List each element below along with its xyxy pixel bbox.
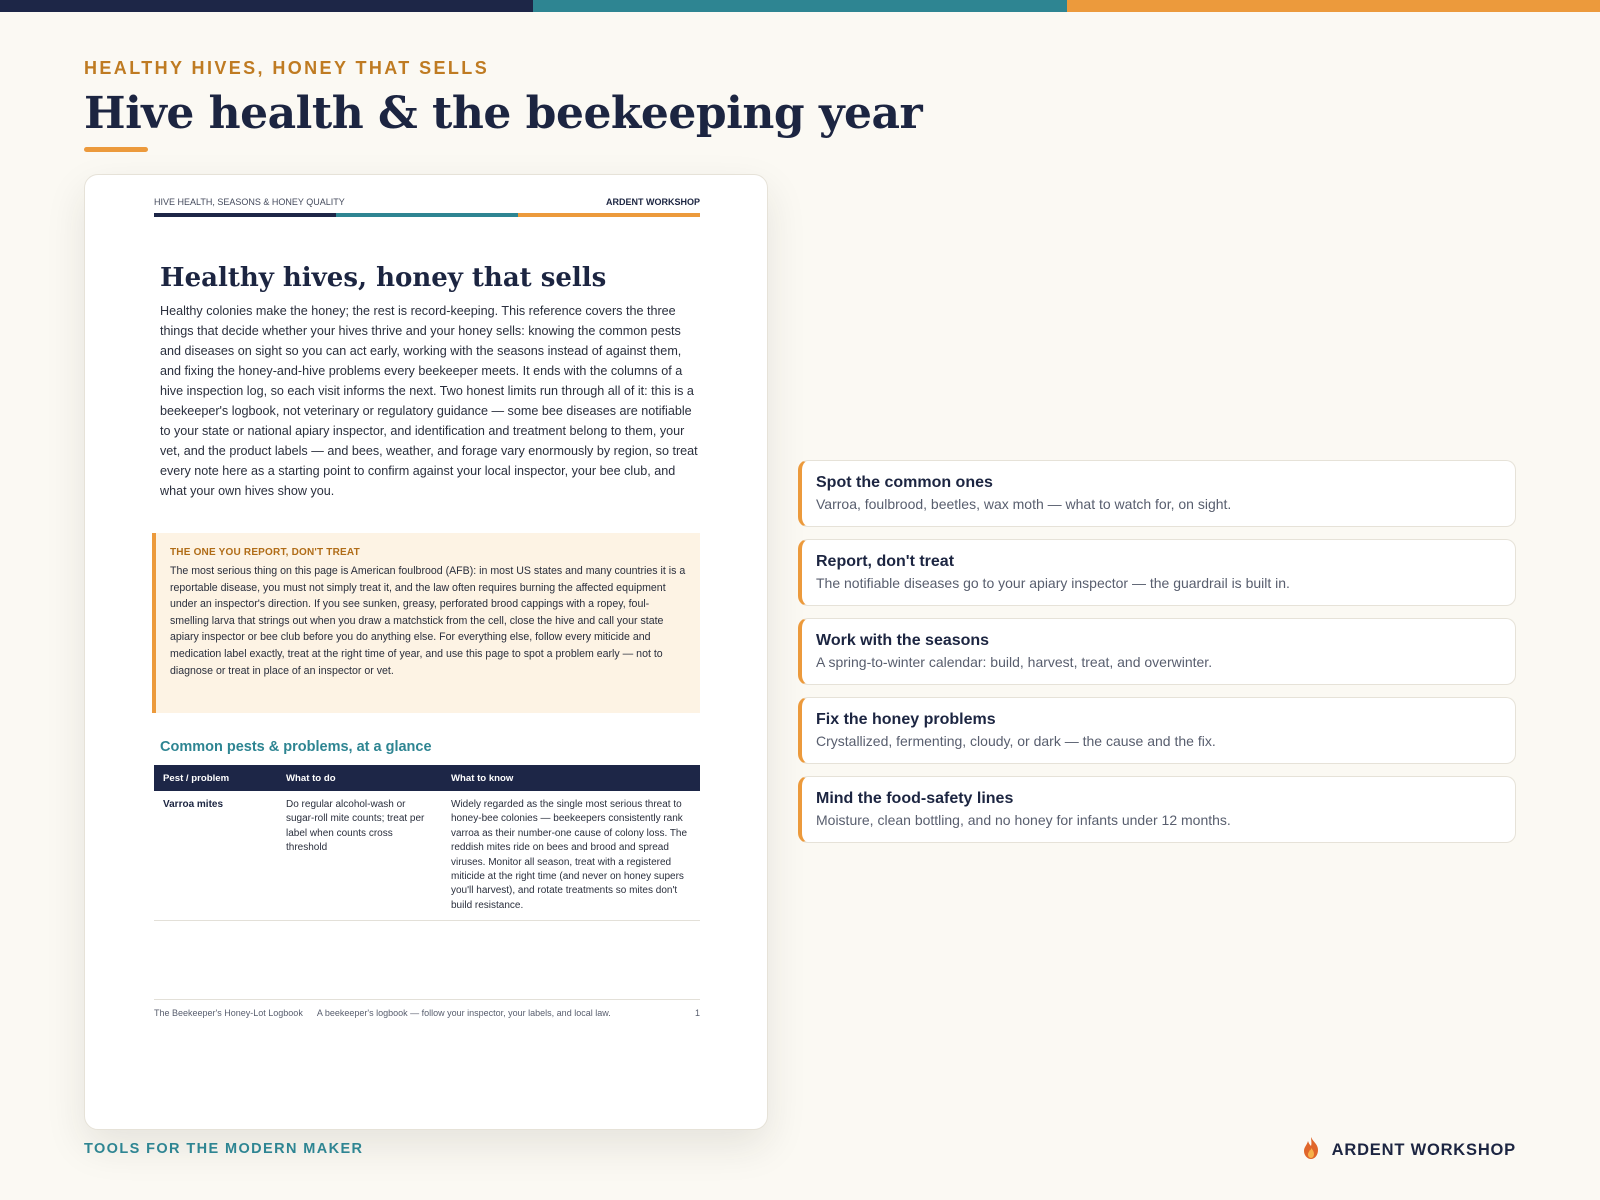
table-cell-pest: Varroa mites (163, 799, 224, 810)
document-footer (154, 999, 700, 1018)
feature-card (798, 539, 1516, 606)
warning-callout (152, 533, 700, 713)
table-cell-todo: Do regular alcohol-wash or sugar-roll mite counts; treat per label when counts cross threshold (286, 799, 425, 854)
eyebrow: HEALTHY HIVES, HONEY THAT SELLS (84, 58, 490, 78)
feature-card (798, 776, 1516, 843)
document-intro: Healthy colonies make the honey; the rest is record-keeping. This reference covers the three things that decide whether your hives thrive and your honey sells: knowing the common pests and diseases on sight so you can act early, working with the seasons instead of against them, and fixing the honey-and-hive problems every beekeeper meets. It ends with the columns of a hive inspection log, so each visit informs the next. Two honest limits run through all of it: this is a beekeeper's logbook, not veterinary or regulatory guidance — some bee diseases are notifiable to your state or national apiary inspector, and identification and treatment belong to them, your vet, and the product labels — and bees, weather, and forage vary enormously by region, so treat every note here as a starting point to confirm against your local inspector, your bee club, and what your own hives show you. (160, 304, 698, 498)
table-header-cell: What to do (286, 772, 336, 784)
feature-card (798, 460, 1516, 527)
top-bar-orange-segment (1067, 0, 1600, 12)
document-preview (84, 174, 768, 1130)
document-footer-title: The Beekeeper's Honey-Lot Logbook (154, 1008, 303, 1018)
title-underline (84, 147, 148, 152)
feature-title: Fix the honey problems (816, 711, 996, 728)
feature-title: Spot the common ones (816, 474, 993, 491)
feature-desc: Varroa, foulbrood, beetles, wax moth — what to watch for, on sight. (816, 496, 1232, 512)
table-cell-know: Widely regarded as the single most serious threat to honey-bee colonies — beekeepers consistently rank varroa as their number-one cause of colony loss. The reddish mites ride on bees and brood and spread viruses. Monitor all season, treat with a registered miticide at the right time (and never on honey supers you'll harvest), and rotate treatments so mites don't build resistance. (451, 799, 688, 911)
feature-card (798, 697, 1516, 764)
document-brand: ARDENT WORKSHOP (606, 197, 700, 207)
feature-title: Mind the food-safety lines (816, 790, 1014, 807)
document-title: Healthy hives, honey that sells (160, 263, 607, 293)
pests-table (154, 765, 700, 921)
callout-body: The most serious thing on this page is American foulbrood (AFB): in most US states and many countries it is a reportable disease, you must not simply treat it, and the law often requires burning the affected equipment under an inspector's direction. If you see sunken, greasy, perforated brood cappings with a ropey, foul-smelling larva that strings out when you draw a matchstick from the cell, close the hive and call your state apiary inspector or bee club before you do anything else. For everything else, follow every miticide and medication label exactly, treat at the right time of year, and use this page to spot a problem early — not to diagnose or treat in place of an inspector or vet. (170, 565, 686, 677)
feature-desc: Moisture, clean bottling, and no honey for infants under 12 months. (816, 812, 1231, 828)
top-color-bar (0, 0, 1600, 12)
doc-rule-navy (154, 213, 336, 217)
footer-tagline: TOOLS FOR THE MODERN MAKER (84, 1141, 364, 1157)
feature-list (798, 460, 1516, 855)
document-header (154, 197, 700, 207)
table-header-cell: What to know (451, 772, 514, 784)
doc-rule-teal (336, 213, 518, 217)
document-page-number: 1 (694, 1008, 700, 1018)
document-footer-note: A beekeeper's logbook — follow your inspector, your labels, and local law. (316, 1008, 611, 1018)
feature-title: Work with the seasons (816, 632, 990, 649)
feature-desc: The notifiable diseases go to your apiary inspector — the guardrail is built in. (816, 575, 1290, 591)
footer-brand-name: ARDENT WORKSHOP (1331, 1141, 1516, 1159)
top-bar-navy-segment (0, 0, 533, 12)
footer-brand (1300, 1136, 1516, 1165)
page-title: Hive health & the beekeeping year (84, 88, 923, 139)
flame-icon (1300, 1136, 1322, 1165)
table-row (154, 791, 700, 921)
section-title: Common pests & problems, at a glance (160, 739, 432, 755)
table-header-cell: Pest / problem (163, 772, 230, 784)
table-header (154, 765, 700, 791)
feature-card (798, 618, 1516, 685)
feature-title: Report, don't treat (816, 553, 955, 570)
top-bar-teal-segment (533, 0, 1066, 12)
feature-desc: A spring-to-winter calendar: build, harvest, treat, and overwinter. (816, 654, 1213, 670)
feature-desc: Crystallized, fermenting, cloudy, or dark — the cause and the fix. (816, 733, 1216, 749)
document-running-head: HIVE HEALTH, SEASONS & HONEY QUALITY (154, 197, 345, 207)
doc-rule-orange (518, 213, 700, 217)
document-color-rule (154, 213, 700, 217)
callout-title: THE ONE YOU REPORT, DON'T TREAT (170, 547, 360, 558)
